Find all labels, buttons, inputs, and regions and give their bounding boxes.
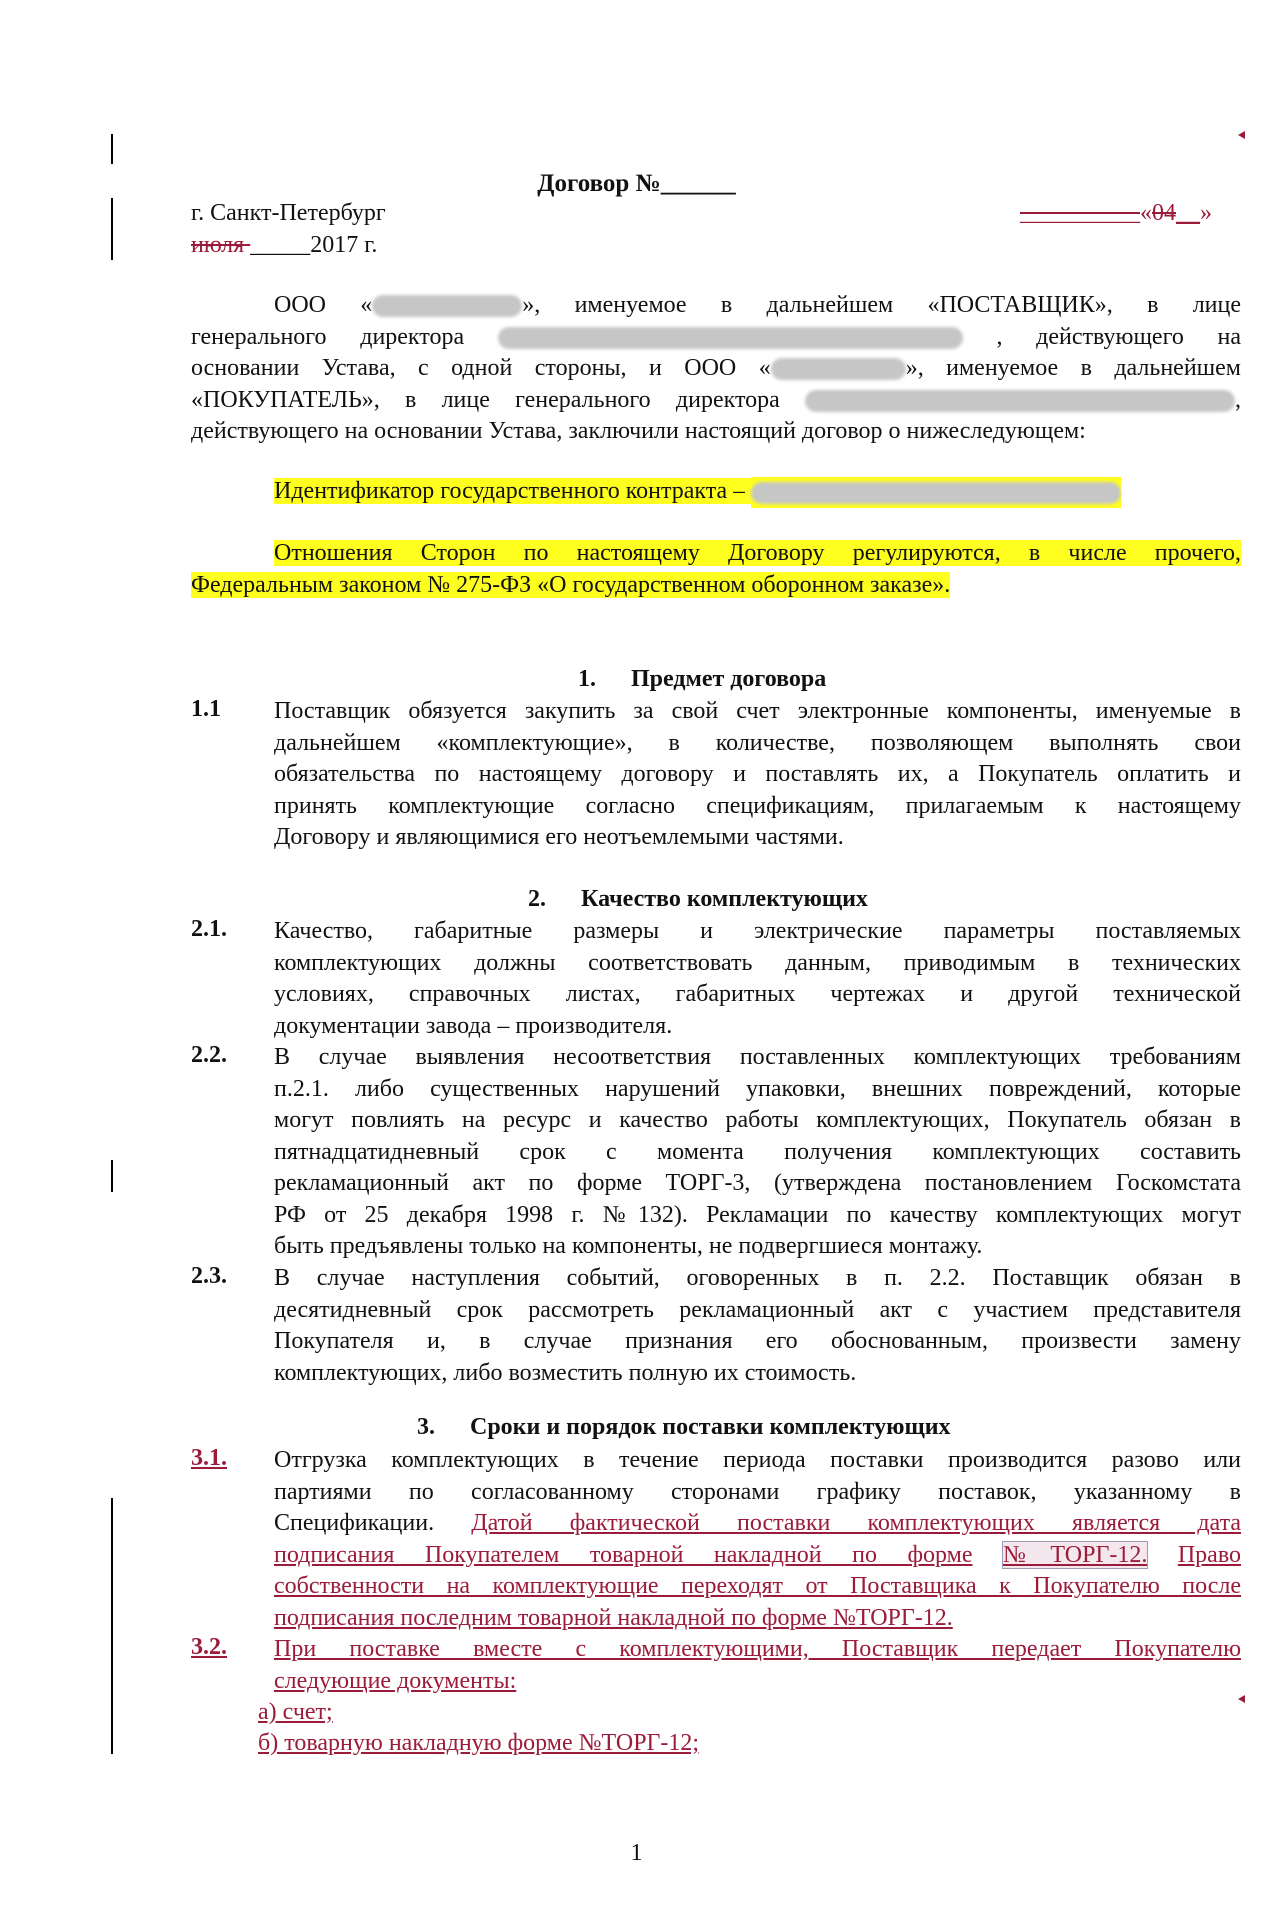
item-text: условиях, справочных листах, габаритных чертежах и другой технической [274,981,1241,1007]
section-number: 3. [417,1414,435,1440]
relations-text: Федеральным законом № 275-ФЗ «О государственном оборонном заказе». [191,571,951,598]
item-text: рекламационный акт по форме ТОРГ-3, (утверждена постановлением Госкомстата [274,1170,1241,1196]
item-text: Спецификации. [274,1510,435,1536]
change-bar [111,134,113,164]
relations-text: Отношения Сторон по настоящему Договору регулируются, в числе прочего, [274,540,1241,566]
item-text: Поставщик обязуется закупить за свой счет электронные компоненты, именуемые в [274,698,1241,724]
section-number: 1. [578,666,596,692]
item-text: документации завода – производителя. [274,1012,673,1039]
redacted-name [771,358,906,380]
item-text: Покупателя и, в случае признания его обоснованным, произвести замену [274,1328,1241,1354]
inserted-text: подписания последним товарной накладной по форме №ТОРГ-12. [274,1604,953,1631]
inserted-text: Датой фактической поставки комплектующих является дата [471,1510,1242,1536]
preamble-text: », именуемое в дальнейшем [905,355,1241,381]
inserted-text: Право [1177,1541,1241,1568]
change-bar [111,198,113,260]
item-number: 2.2. [191,1042,227,1068]
deleted-month: июля [191,232,245,258]
city: г. Санкт-Петербург [191,200,386,226]
item-number [191,1634,274,1661]
item-number [191,1445,274,1472]
preamble-text: «ПОКУПАТЕЛЬ», в лице генерального директора [191,386,780,413]
section-title: Сроки и порядок поставки комплектующих [470,1414,951,1440]
redacted-name [372,295,522,317]
section-title: Предмет договора [631,666,827,692]
preamble [191,290,1241,448]
item-text: могут повлиять на ресурс и качество работы комплектующих, Покупатель обязан в [274,1107,1241,1133]
deleted-day: 04 [1152,200,1176,226]
item-2-1 [274,916,1241,1042]
item-text: обязательства по настоящему договору и поставлять их, а Покупатель оплатить и [274,761,1241,787]
redacted-name [805,390,1235,412]
section-heading [528,886,868,913]
preamble-text: , [1235,386,1242,413]
inserted-text: При поставке вместе с комплектующими, Поставщик передает Покупателю [274,1636,1241,1662]
item-text: п.2.1. либо существенных нарушений упаковки, внешних повреждений, которые [274,1075,1241,1102]
preamble-text: ООО « [274,292,373,318]
item-text: быть предъявлены только на компоненты, не подвергшиеся монтажу. [274,1233,983,1259]
item-text: десятидневный срок рассмотреть рекламационный акт с участием представителя [274,1296,1241,1323]
redacted-contract-id [751,482,1121,504]
preamble-text: основании Устава, с одной стороны, и ООО « [191,355,771,381]
relations-paragraph [191,538,1241,601]
section-title: Качество комплектующих [581,886,868,912]
date-month-year [191,230,377,261]
date-day: __________«04__» [1020,200,1212,226]
section-heading [417,1414,951,1441]
item-number: 1.1 [191,696,221,722]
item-3-1 [274,1445,1241,1634]
item-text: принять комплектующие согласно спецификациям, прилагаемым к настоящему [274,792,1241,819]
item-3-2 [274,1634,1241,1697]
item-number: 2.3. [191,1263,227,1289]
preamble-text: генерального директора [191,323,465,350]
list-item: а) счет; [258,1699,333,1725]
item-number-text: 3.1. [191,1445,227,1471]
item-text: дальнейшем «комплектующие», в количестве, позволяющем выполнять свои [274,729,1241,756]
item-text: Отгрузка комплектующих в течение периода поставки производится разово или [274,1447,1241,1473]
preamble-text: действующего на основании Устава, заключили настоящий договор о нижеследующем: [191,418,1086,444]
commented-text[interactable]: №ТОРГ-12. [1003,1541,1148,1568]
item-text: партиями по согласованному сторонами графику поставок, указанному в [274,1478,1241,1505]
change-bar [111,1160,113,1192]
item-text: комплектующих должны соответствовать данным, приводимым в технических [274,949,1241,976]
item-text: В случае наступления событий, оговоренных в п. 2.2. Поставщик обязан в [274,1265,1241,1291]
comment-marker-icon[interactable] [1238,131,1245,139]
document-title: Договор №______ [537,170,736,197]
page-number: 1 [630,1840,643,1866]
preamble-text: », именуемое в дальнейшем «ПОСТАВЩИК», в лице [522,292,1242,318]
item-1-1 [274,696,1241,854]
item-text: В случае выявления несоответствия поставленных комплектующих требованиям [274,1044,1241,1070]
item-text: Качество, габаритные размеры и электрические параметры поставляемых [274,918,1241,944]
change-bar [111,1498,113,1754]
inserted-text: подписания Покупателем товарной накладной по форме [274,1541,973,1568]
section-heading [578,666,826,693]
item-text: комплектующих, либо возместить полную их стоимость. [274,1359,857,1386]
item-number: 2.1. [191,916,227,942]
inserted-text: собственности на комплектующие переходят от Поставщика к Покупателю после [274,1573,1241,1599]
section-number: 2. [528,886,546,912]
item-2-2 [274,1042,1241,1263]
preamble-text: , действующего на [996,323,1242,350]
item-text: пятнадцатидневный срок с момента получения комплектующих составить [274,1138,1241,1165]
contract-id-label: Идентификатор государственного контракта – [274,478,746,504]
list-item: б) товарную накладную форме №ТОРГ-12; [258,1730,700,1756]
date-year: _____2017 г. [250,232,378,258]
item-number-text: 3.2. [191,1634,227,1660]
item-text: РФ от 25 декабря 1998 г. №132). Рекламации по качеству комплектующих могут [274,1201,1241,1228]
item-text: Договору и являющимися его неотъемлемыми частями. [274,824,844,850]
contract-id-line [274,476,1121,508]
item-2-3 [274,1263,1241,1389]
redacted-name [498,327,963,349]
inserted-text: следующие документы: [274,1667,517,1694]
